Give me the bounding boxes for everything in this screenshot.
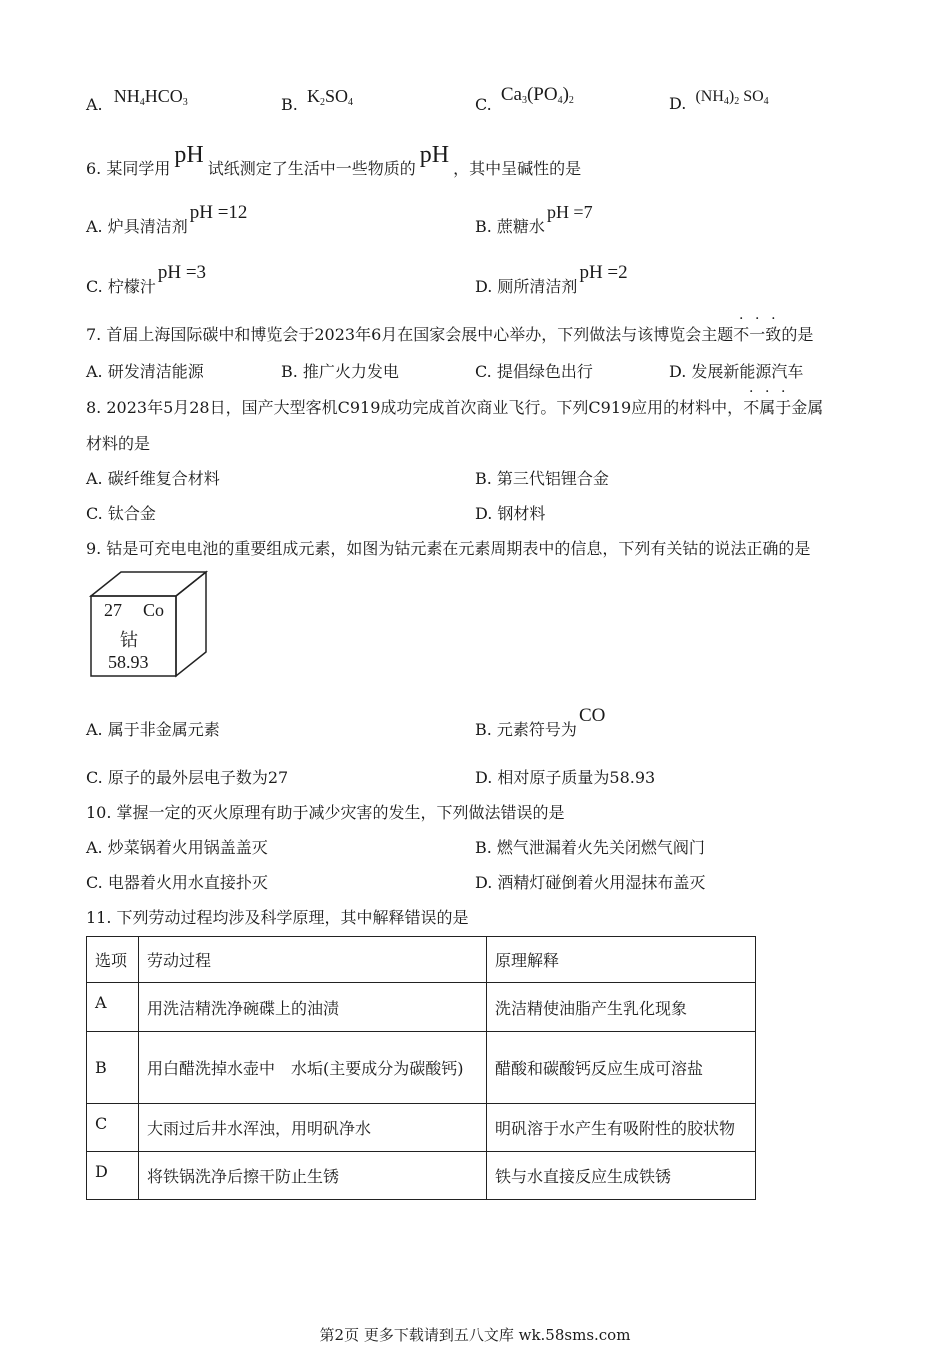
emphasis-char: 一 — [749, 325, 766, 344]
table-row[interactable] — [87, 983, 756, 1032]
emphasis-char: 于 — [775, 398, 792, 417]
emphasis-char: 属 — [759, 398, 776, 417]
q11-table — [86, 936, 756, 1200]
element-symbol: Co — [143, 600, 165, 620]
ph-symbol: pH — [419, 142, 450, 168]
table-cell-option: B — [87, 1032, 139, 1104]
q10-option-a[interactable]: A. 炒菜锅着火用锅盖盖灭 — [86, 838, 268, 857]
atomic-number: 27 — [104, 600, 122, 620]
q8-stem: 8. 2023年5月28日，国产大型客机C919成功完成首次商业飞行。下列C919应用的材料中，不属于金属 — [86, 398, 824, 417]
element-cell-cobalt — [86, 568, 211, 680]
table-header-cell: 原理解释 — [487, 937, 756, 983]
q6-option-c[interactable]: C. 柠檬汁pH =3 — [86, 262, 207, 296]
q6-stem: 6. 某同学用pH试纸测定了生活中一些物质的pH，其中呈碱性的是 — [86, 142, 582, 178]
emphasis-char: 不 — [733, 325, 750, 344]
q9-option-c[interactable]: C. 原子的最外层电子数为27 — [86, 768, 289, 787]
q7-option-c[interactable]: C. 提倡绿色出行 — [475, 362, 593, 381]
q5-option-b[interactable]: B. $K_2SO_4$ — [281, 86, 353, 114]
q9-option-b[interactable]: B. 元素符号为CO — [475, 705, 606, 739]
element-cube-figure — [86, 568, 211, 680]
q8-option-d[interactable]: D. 钢材料 — [475, 504, 546, 523]
table-row[interactable] — [87, 1152, 756, 1200]
q5-option-c[interactable]: C. $Ca_3(PO_4)_2$ — [475, 84, 574, 114]
table-cell-option: C — [87, 1104, 139, 1152]
q7-option-a[interactable]: A. 研发清洁能源 — [86, 362, 204, 381]
atomic-mass: 58.93 — [108, 652, 149, 672]
q6-option-b[interactable]: B. 蔗糖水pH =7 — [475, 202, 593, 236]
table-cell-process: 将铁锅洗净后擦干防止生锈 — [139, 1152, 487, 1200]
q5-option-d[interactable]: D. $(NH_4)_2$ $SO_4$ — [669, 88, 769, 113]
q8-stem-line2: 材料的是 — [86, 434, 151, 453]
ph-symbol: pH — [174, 142, 204, 168]
q10-option-d[interactable]: D. 酒精灯碰倒着火用湿抹布盖灭 — [475, 873, 706, 892]
table-cell-process: 用洗洁精洗净碗碟上的油渍 — [139, 983, 487, 1032]
formula-ca3po42: $Ca_3(PO_4)_2$ — [500, 84, 574, 106]
emphasis-char: 不 — [743, 398, 760, 417]
q6-option-d[interactable]: D. 厕所清洁剂pH =2 — [475, 262, 628, 296]
formula-nh42so4: $(NH_4)_2$ $SO_4$ — [695, 88, 769, 107]
q8-option-c[interactable]: C. 钛合金 — [86, 504, 156, 523]
table-header-row — [87, 937, 756, 983]
q9-option-a[interactable]: A. 属于非金属元素 — [86, 720, 220, 739]
emphasis-char: 致 — [765, 325, 782, 344]
page-footer: 第2页 更多下载请到五八文库 wk.58sms.com — [319, 1326, 631, 1344]
q5-option-a[interactable]: A. $NH_4HCO_3$ — [86, 86, 188, 114]
q10-option-c[interactable]: C. 电器着火用水直接扑灭 — [86, 873, 268, 892]
q10-option-b[interactable]: B. 燃气泄漏着火先关闭燃气阀门 — [475, 838, 705, 857]
table-row[interactable] — [87, 1032, 756, 1104]
q10-stem: 10. 掌握一定的灭火原理有助于减少灾害的发生，下列做法错误的是 — [86, 803, 565, 822]
table-cell-principle: 洗洁精使油脂产生乳化现象 — [487, 983, 756, 1032]
q8-option-b[interactable]: B. 第三代铝锂合金 — [475, 469, 609, 488]
table-cell-process: 用白醋洗掉水壶中 水垢(主要成分为碳酸钙) — [139, 1032, 487, 1104]
table-cell-principle: 铁与水直接反应生成铁锈 — [487, 1152, 756, 1200]
table-cell-process: 大雨过后井水浑浊，用明矾净水 — [139, 1104, 487, 1152]
q7-stem: 7. 首届上海国际碳中和博览会于2023年6月在国家会展中心举办，下列做法与该博览会主题不一致的是 — [86, 325, 814, 344]
table-cell-principle: 醋酸和碳酸钙反应生成可溶盐 — [487, 1032, 756, 1104]
element-name: 钴 — [120, 630, 138, 651]
formula-k2so4: $K_2SO_4$ — [306, 86, 353, 108]
q9-option-d[interactable]: D. 相对原子质量为58.93 — [475, 768, 656, 787]
q7-option-b[interactable]: B. 推广火力发电 — [281, 362, 399, 381]
q11-stem: 11. 下列劳动过程均涉及科学原理，其中解释错误的是 — [86, 908, 469, 927]
table-cell-option: A — [87, 983, 139, 1032]
table-cell-option: D — [87, 1152, 139, 1200]
formula-nh4hco3: $NH_4HCO_3$ — [113, 86, 188, 108]
q7-option-d[interactable]: D. 发展新能源汽车 — [669, 362, 804, 381]
q6-option-a[interactable]: A. 炉具清洁剂pH =12 — [86, 202, 248, 236]
table-header-cell: 选项 — [87, 937, 139, 983]
q8-option-a[interactable]: A. 碳纤维复合材料 — [86, 469, 220, 488]
table-row[interactable] — [87, 1104, 756, 1152]
q9-stem: 9. 钴是可充电电池的重要组成元素，如图为钴元素在元素周期表中的信息，下列有关钴的说法正确的是 — [86, 539, 811, 558]
table-cell-principle: 明矾溶于水产生有吸附性的胶状物 — [487, 1104, 756, 1152]
table-header-cell: 劳动过程 — [139, 937, 487, 983]
